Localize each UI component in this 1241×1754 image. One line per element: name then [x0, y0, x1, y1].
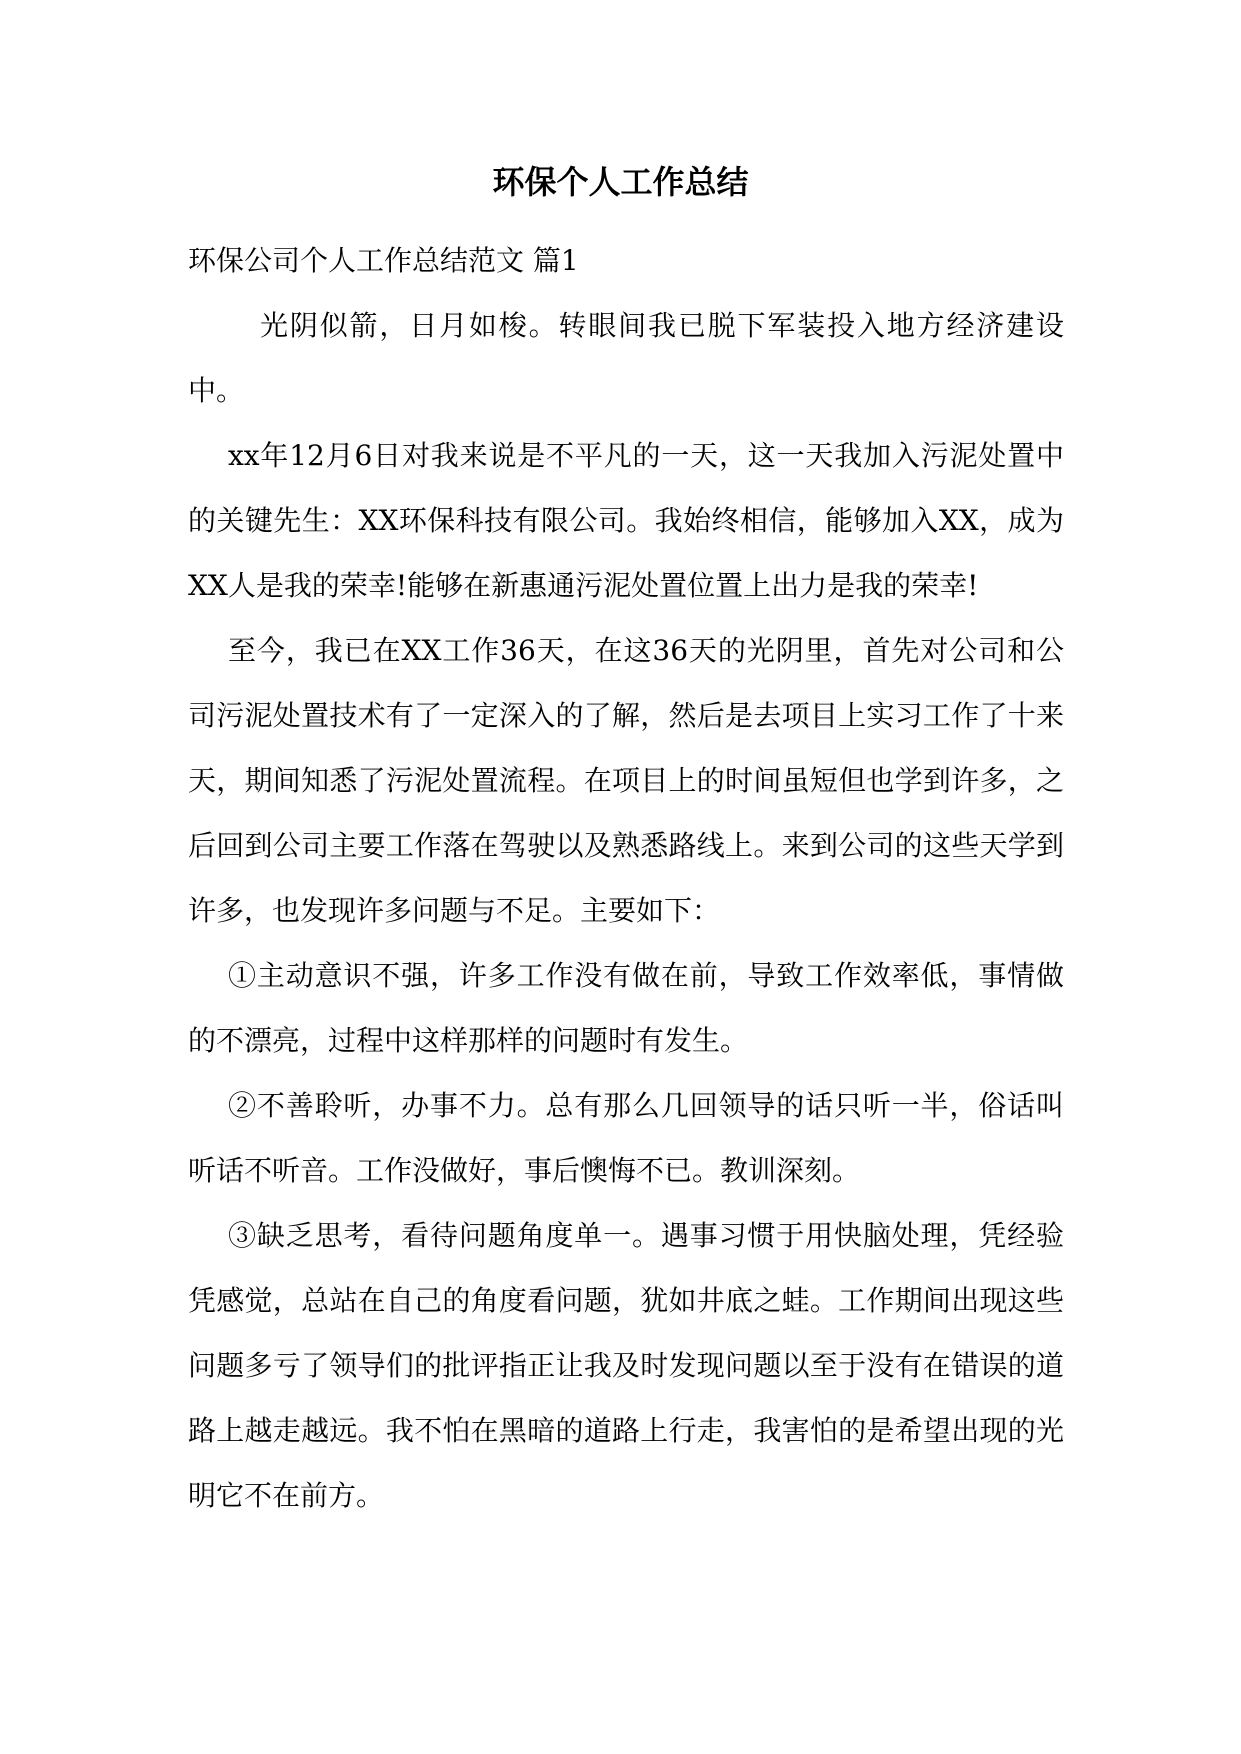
paragraph-5: ②不善聆听，办事不力。总有那么几回领导的话只听一半，俗话叫听话不听音。工作没做好，事后懊悔不已。教训深刻。 — [188, 1089, 1064, 1187]
paragraph-1: 光阴似箭，日月如梭。转眼间我已脱下军装投入地方经济建设中。 — [188, 309, 1064, 407]
paragraph-4: ①主动意识不强，许多工作没有做在前，导致工作效率低，事情做的不漂亮，过程中这样那样的问题时有发生。 — [188, 959, 1064, 1057]
paragraph-6: ③缺乏思考，看待问题角度单一。遇事习惯于用快脑处理，凭经验凭感觉，总站在自己的角度看问题，犹如井底之蛙。工作期间出现这些问题多亏了领导们的批评指正让我及时发现问题以至于没有在错误的道路上越走越远。我不怕在黑暗的道路上行走，我害怕的是希望出现的光明它不在前方。 — [188, 1219, 1064, 1512]
document-subtitle: 环保公司个人工作总结范文 篇1 — [188, 244, 579, 277]
paragraph-2: xx年12月6日对我来说是不平凡的一天，这一天我加入污泥处置中的关键先生：XX环保科技有限公司。我始终相信，能够加入XX，成为XX人是我的荣幸!能够在新惠通污泥处置位置上出力是我的荣幸! — [188, 439, 1064, 602]
paragraph-3: 至今，我已在XX工作36天，在这36天的光阴里，首先对公司和公司污泥处置技术有了一定深入的了解，然后是去项目上实习工作了十来天，期间知悉了污泥处置流程。在项目上的时间虽短但也学到许多，之后回到公司主要工作落在驾驶以及熟悉路线上。来到公司的这些天学到许多，也发现许多问题与不足。主要如下： — [188, 634, 1064, 927]
document-title: 环保个人工作总结 — [492, 163, 749, 201]
document-body — [188, 228, 1064, 1528]
